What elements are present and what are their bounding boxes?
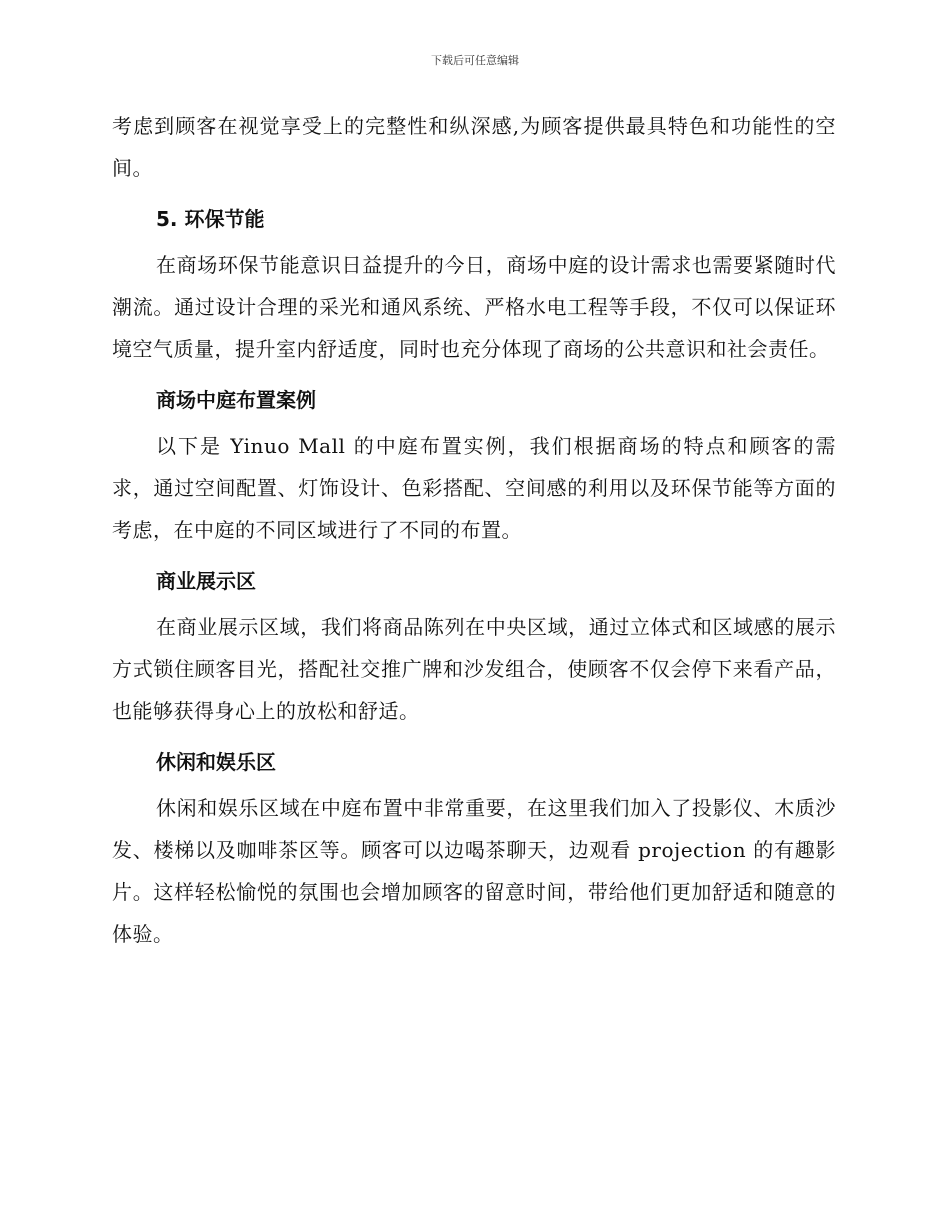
paragraph-case: 以下是 Yinuo Mall 的中庭布置实例，我们根据商场的特点和顾客的需求，通过空间配置、灯饰设计、色彩搭配、空间感的利用以及环保节能等方面的考虑，在中庭的不同区域进行了不同的布置。 [112,434,836,542]
heading-display: 商业展示区 [156,569,256,593]
document-body [112,105,836,964]
paragraph-eco: 在商场环保节能意识日益提升的今日，商场中庭的设计需求也需要紧随时代潮流。通过设计合理的采光和通风系统、严格水电工程等手段，不仅可以保证环境空气质量，提升室内舒适度，同时也充分体现了商场的公共意识和社会责任。 [112,253,836,361]
heading-eco: 5. 环保节能 [156,207,265,231]
heading-case: 商场中庭布置案例 [156,388,316,412]
paragraph-display: 在商业展示区域，我们将商品陈列在中央区域，通过立体式和区域感的展示方式锁住顾客目光，搭配社交推广牌和沙发组合，使顾客不仅会停下来看产品，也能够获得身心上的放松和舒适。 [112,615,836,723]
paragraph-leisure: 休闲和娱乐区域在中庭布置中非常重要，在这里我们加入了投影仪、木质沙发、楼梯以及咖啡茶区等。顾客可以边喝茶聊天，边观看 projection 的有趣影片。这样轻松愉悦的氛围也会增加顾客的留意时间，带给他们更加舒适和随意的体验。 [112,796,836,946]
page-header: 下载后可任意编辑 [431,54,519,67]
paragraph-intro: 考虑到顾客在视觉享受上的完整性和纵深感,为顾客提供最具特色和功能性的空间。 [112,114,836,180]
heading-leisure: 休闲和娱乐区 [156,750,276,774]
